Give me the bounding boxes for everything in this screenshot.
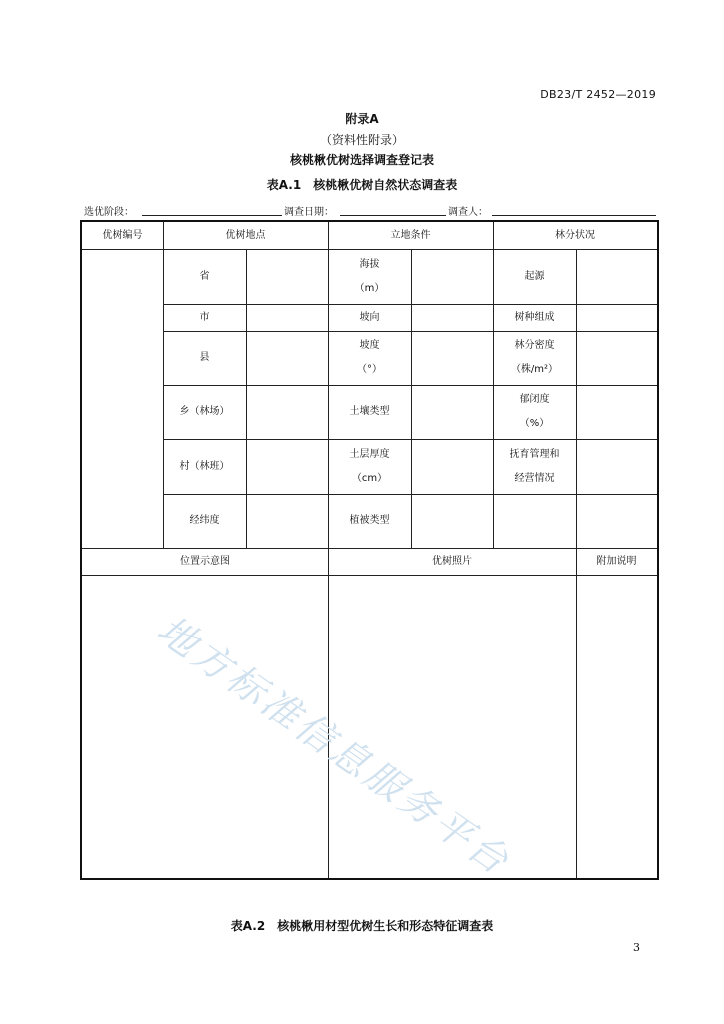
date-label: 调查日期： — [284, 207, 334, 218]
stand-origin: 起源 — [524, 270, 545, 282]
table-a2-caption: 表A.2 核桃楸用材型优树生长和形态特征调查表 — [230, 919, 494, 933]
header-stand: 林分状况 — [555, 229, 595, 241]
site-slope: 坡度 （°） — [357, 340, 382, 375]
site-altitude: 海拔 （m） — [354, 258, 385, 294]
col-rule-2 — [246, 249, 247, 548]
location-township: 乡（林场） — [179, 406, 230, 417]
surveyor-blank — [492, 215, 656, 216]
header-location-sketch: 位置示意图 — [180, 555, 230, 567]
location-county: 县 — [199, 352, 210, 363]
header-tree-id: 优树编号 — [102, 229, 143, 241]
header-additional-notes: 附加说明 — [596, 555, 637, 567]
surveyor-label: 调查人： — [448, 207, 488, 218]
stand-management: 抚育管理和 经营情况 — [509, 448, 560, 484]
site-aspect: 坡向 — [359, 311, 380, 323]
site-vegetation: 植被类型 — [349, 515, 390, 526]
col-rule-4 — [411, 249, 412, 548]
stage-blank — [142, 215, 282, 216]
stand-composition: 树种组成 — [514, 311, 555, 323]
appendix-nature: （资料性附录） — [319, 133, 404, 147]
bottom-header-rule — [82, 575, 657, 576]
document-code: DB23/T 2452—2019 — [540, 88, 656, 101]
site-soil-depth: 土层厚度 （cm） — [349, 448, 390, 484]
header-site: 立地条件 — [390, 229, 431, 241]
location-village: 村（林班） — [179, 460, 230, 472]
site-soil-type: 土壤类型 — [349, 406, 390, 417]
header-location: 优树地点 — [225, 229, 266, 241]
stand-canopy: 郁闭度 （%） — [519, 394, 550, 429]
notes-col-rule — [576, 548, 577, 878]
page-number: 3 — [633, 941, 640, 954]
location-city: 市 — [199, 311, 210, 323]
stage-label: 选优阶段： — [84, 207, 134, 218]
location-coordinates: 经纬度 — [189, 515, 220, 526]
header-tree-photo: 优树照片 — [432, 555, 472, 567]
table-a1-caption: 表A.1 核桃楸优树自然状态调查表 — [266, 178, 458, 192]
appendix-subject: 核桃楸优树选择调查登记表 — [289, 153, 434, 167]
location-province: 省 — [199, 270, 210, 282]
col-rule-6 — [576, 249, 577, 548]
stand-density: 林分密度 （株/m²） — [510, 340, 559, 375]
appendix-title: 附录A — [345, 112, 379, 126]
date-blank — [340, 215, 446, 216]
fill-in-row — [84, 203, 656, 219]
watermark: 地方标准信息服务平台 — [149, 607, 519, 885]
